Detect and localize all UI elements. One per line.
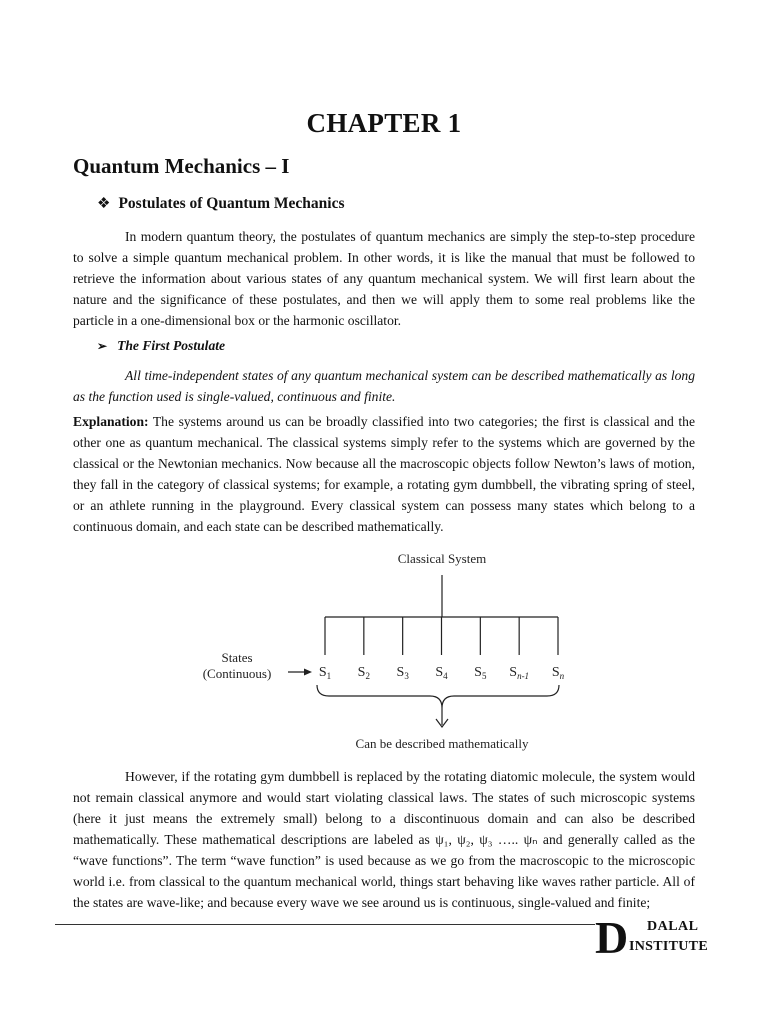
diagram-title: Classical System bbox=[397, 551, 487, 566]
explanation-label: Explanation: bbox=[73, 414, 149, 429]
diagram-brace bbox=[317, 685, 559, 708]
state-label: $S_2$ bbox=[357, 665, 370, 681]
postulate-statement: All time-independent states of any quantum mechanical system can be described mathematically as long as the function used is single-valued, continuous and finite. bbox=[73, 368, 695, 404]
arrow-bullet-icon: ➢ bbox=[97, 338, 108, 353]
logo-top-text: DALAL bbox=[647, 919, 699, 934]
state-label: $S_n$ bbox=[551, 665, 565, 681]
first-postulate-heading bbox=[97, 338, 225, 354]
logo-bottom-text: INSTITUTE bbox=[629, 939, 708, 954]
diagram-state-labels bbox=[319, 665, 565, 681]
footer-rule bbox=[55, 924, 595, 925]
diagram-branches bbox=[325, 617, 558, 655]
explanation-paragraph bbox=[73, 411, 695, 537]
states-continuous-label: (Continuous) bbox=[202, 666, 272, 681]
first-postulate-title: The First Postulate bbox=[117, 338, 226, 353]
section-title: Quantum Mechanics – I bbox=[73, 154, 290, 178]
subsection-heading bbox=[97, 194, 345, 213]
diagram-caption: Can be described mathematically bbox=[355, 736, 529, 751]
subsection-title: Postulates of Quantum Mechanics bbox=[118, 194, 345, 212]
intro-paragraph: In modern quantum theory, the postulates of quantum mechanics are simply the step-to-step procedure to solve a simple quantum mechanical problem. In other words, it is like the manual that must be followed to retrieve the information about various states of any quantum mechanical system. We will first learn about the nature and the significance of these postulates, and then we will apply them to some real problems like the particle in a one-dimensional box or the harmonic oscillator. bbox=[73, 229, 695, 328]
state-label: $S_{n-1}$ bbox=[509, 665, 530, 681]
chapter-title: CHAPTER 1 bbox=[306, 108, 462, 138]
classical-system-diagram bbox=[190, 545, 590, 760]
body-paragraph: However, if the rotating gym dumbbell is replaced by the rotating diatomic molecule, the system would not remain classical anymore and would start violating classical laws. The states of such microscopic systems (here it just means the extremely small) belong to a discontinuous domain and can also be described mathematically. These mathematical descriptions are labeled as ψ₁, ψ₂, ψ₃ ….. ψₙ and generally called as the “wave functions”. The term “wave function” is used because as we go from the macroscopic to the microscopic world i.e. from classical to the quantum mechanical world, things start behaving like waves rather particle. All of the states are wave-like; and because every wave we see around us is continuous, single-valued and finite; bbox=[73, 769, 695, 910]
state-label: $S_3$ bbox=[396, 665, 409, 681]
states-label: States bbox=[221, 650, 253, 665]
state-label: $S_4$ bbox=[435, 665, 448, 681]
dalal-institute-logo bbox=[595, 912, 725, 965]
state-label: $S_1$ bbox=[318, 665, 332, 681]
logo-letter: D bbox=[595, 912, 629, 963]
state-label: $S_5$ bbox=[474, 665, 487, 681]
diamond-bullet-icon: ❖ bbox=[97, 196, 111, 212]
states-arrow-head bbox=[304, 669, 312, 676]
explanation-text: The systems around us can be broadly classified into two categories; the first is classical and the other one as quantum mechanical. The classical systems simply refer to the systems which are governed by the classical or the Newtonian mechanics. Now because all the macroscopic objects follow Newton’s laws of motion, they fall in the category of classical systems; for example, a rotating gym dumbbell, the vibrating spring of steel, or an athlete running in the playground. Every classical system can possess many states which belong to a continuous domain, and each state can be described mathematically. bbox=[73, 414, 695, 534]
